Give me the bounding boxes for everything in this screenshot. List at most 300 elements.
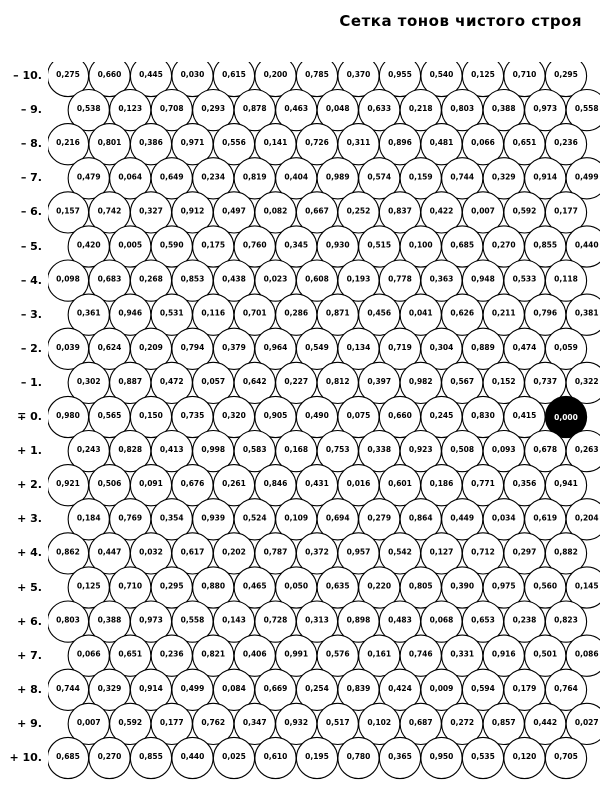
tone-value: 0,356 [512, 479, 537, 489]
tone-value: 0,501 [533, 649, 558, 659]
tone-value: 0,649 [159, 172, 184, 182]
tone-value: 0,685 [56, 752, 80, 761]
row-label: ∓ 0. [17, 410, 42, 423]
tone-value: 0,617 [180, 547, 205, 557]
tone-cell [172, 737, 213, 778]
tone-value: 0,424 [388, 683, 412, 693]
tone-value: 0,669 [263, 683, 288, 693]
tone-grid [48, 62, 600, 792]
tone-value: 0,839 [346, 683, 371, 693]
tone-value: 0,479 [76, 172, 101, 182]
tone-value: 0,157 [56, 206, 80, 216]
tone-value: 0,007 [471, 206, 495, 216]
row-label: – 7. [20, 171, 42, 185]
tone-value: 0,533 [512, 274, 537, 284]
tone-value: 0,270 [97, 752, 122, 761]
tone-value: 0,057 [201, 376, 226, 386]
tone-value: 0,531 [159, 308, 184, 318]
tone-value: 0,946 [118, 308, 143, 318]
tone-value: 0,254 [305, 683, 329, 693]
tone-value: 0,431 [305, 479, 329, 489]
tone-value: 0,474 [512, 342, 537, 352]
tone-value: 0,218 [408, 104, 433, 114]
tone-value: 0,370 [346, 70, 371, 79]
tone-value: 0,975 [491, 581, 516, 591]
tone-value: 0,268 [139, 274, 163, 284]
tone-value: 0,871 [325, 308, 350, 318]
tone-value: 0,633 [367, 104, 392, 114]
tone-value: 0,764 [554, 683, 578, 693]
tone-value: 0,535 [471, 752, 495, 761]
tone-value: 0,853 [180, 274, 205, 284]
tone-value: 0,304 [429, 342, 454, 352]
tone-value: 0,864 [408, 513, 433, 523]
tone-value: 0,878 [242, 104, 267, 114]
tone-value: 0,576 [325, 649, 350, 659]
tone-value: 0,912 [180, 206, 205, 216]
tone-value: 0,234 [201, 172, 226, 182]
tone-value: 0,914 [533, 172, 558, 182]
tone-value: 0,823 [554, 615, 578, 625]
tone-value: 0,914 [139, 683, 163, 693]
tone-cell [421, 737, 462, 778]
tone-value: 0,778 [388, 274, 412, 284]
tone-value: 0,023 [263, 274, 288, 284]
tone-value: 0,898 [346, 615, 371, 625]
tone-value: 0,744 [450, 172, 475, 182]
tone-value: 0,186 [429, 479, 454, 489]
tone-value: 0,830 [471, 411, 495, 420]
tone-value: 0,653 [471, 615, 495, 625]
tone-value: 0,771 [471, 479, 495, 489]
tone-value: 0,517 [325, 717, 350, 727]
tone-value: 0,295 [554, 70, 578, 79]
tone-cell [379, 737, 420, 778]
tone-value: 0,150 [139, 411, 163, 420]
tone-value: 0,594 [471, 683, 495, 693]
tone-value: 0,973 [533, 104, 558, 114]
tone-value: 0,177 [159, 717, 184, 727]
tone-value: 0,812 [325, 376, 350, 386]
row-label: + 5. [17, 580, 42, 594]
tone-value: 0,143 [222, 615, 246, 625]
tone-value: 0,447 [97, 547, 122, 557]
tone-value: 0,880 [201, 581, 226, 591]
tone-value: 0,708 [159, 104, 184, 114]
tone-value: 0,769 [118, 513, 143, 523]
tone-value: 0,889 [471, 342, 495, 352]
tone-value: 0,567 [450, 376, 475, 386]
tone-value: 0,098 [56, 274, 80, 284]
tone-value: 0,009 [429, 683, 454, 693]
tone-value: 0,032 [139, 547, 163, 557]
tone-value: 0,449 [450, 513, 475, 523]
tone-value: 0,084 [222, 683, 246, 693]
tone-value: 0,930 [325, 240, 350, 250]
tone-value: 0,195 [305, 752, 329, 761]
tone-value: 0,705 [554, 752, 578, 761]
tone-value: 0,948 [471, 274, 495, 284]
tone-value: 0,179 [512, 683, 537, 693]
tone-value: 0,887 [118, 376, 143, 386]
tone-value: 0,719 [388, 342, 412, 352]
tone-value: 0,678 [533, 445, 558, 455]
tone-value: 0,438 [222, 274, 246, 284]
tone-value: 0,184 [76, 513, 101, 523]
tone-value: 0,660 [388, 411, 412, 420]
tone-value: 0,193 [346, 274, 371, 284]
tone-value: 0,175 [201, 240, 226, 250]
tone-value: 0,141 [263, 138, 288, 148]
tone-value: 0,667 [305, 206, 329, 216]
tone-value: 0,000 [554, 413, 578, 422]
tone-cell [48, 737, 89, 778]
tone-value: 0,506 [97, 479, 122, 489]
row-label: + 6. [17, 614, 42, 628]
tone-cell [89, 737, 130, 778]
tone-value: 0,227 [284, 376, 309, 386]
tone-value: 0,331 [450, 649, 475, 659]
tone-value: 0,204 [574, 513, 599, 523]
row-label: – 3. [20, 307, 42, 321]
tone-value: 0,735 [180, 411, 205, 420]
tone-value: 0,100 [408, 240, 433, 250]
tone-value: 0,855 [139, 752, 163, 761]
tone-value: 0,549 [305, 342, 329, 352]
tone-value: 0,365 [388, 752, 412, 761]
tone-value: 0,742 [97, 206, 122, 216]
tone-value: 0,016 [346, 479, 371, 489]
tone-value: 0,027 [574, 717, 599, 727]
tone-value: 0,202 [222, 547, 246, 557]
tone-value: 0,275 [56, 70, 80, 79]
tone-value: 0,200 [263, 70, 288, 79]
tone-value: 0,118 [554, 274, 578, 284]
tone-value: 0,116 [201, 308, 226, 318]
tone-value: 0,354 [159, 513, 184, 523]
tone-value: 0,991 [284, 649, 309, 659]
tone-cell [255, 737, 296, 778]
tone-value: 0,005 [118, 240, 143, 250]
tone-value: 0,413 [159, 445, 184, 455]
tone-value: 0,456 [367, 308, 392, 318]
tone-value: 0,828 [118, 445, 143, 455]
tone-value: 0,635 [325, 581, 350, 591]
tone-value: 0,728 [263, 615, 288, 625]
row-label: + 7. [17, 648, 42, 662]
tone-value: 0,916 [491, 649, 516, 659]
tone-value: 0,086 [574, 649, 599, 659]
tone-value: 0,041 [408, 308, 433, 318]
tone-value: 0,386 [139, 138, 163, 148]
tone-value: 0,220 [367, 581, 392, 591]
tone-value: 0,261 [222, 479, 246, 489]
tone-value: 0,311 [346, 138, 371, 148]
tone-value: 0,676 [180, 479, 205, 489]
row-label: – 1. [20, 375, 42, 389]
tone-value: 0,483 [388, 615, 412, 625]
tone-value: 0,939 [201, 513, 226, 523]
tone-value: 0,472 [159, 376, 184, 386]
tone-value: 0,372 [305, 547, 329, 557]
tone-value: 0,082 [263, 206, 288, 216]
tone-value: 0,710 [512, 70, 537, 79]
tone-value: 0,821 [201, 649, 226, 659]
tone-value: 0,574 [367, 172, 392, 182]
tone-value: 0,651 [512, 138, 537, 148]
tone-value: 0,420 [76, 240, 101, 250]
row-label: – 8. [20, 137, 42, 151]
tone-value: 0,785 [305, 70, 329, 79]
tone-value: 0,145 [574, 581, 599, 591]
row-label: – 9. [20, 103, 42, 117]
tone-value: 0,297 [512, 547, 537, 557]
tone-value: 0,565 [97, 411, 122, 420]
tone-value: 0,120 [512, 752, 537, 761]
tone-value: 0,651 [118, 649, 143, 659]
tone-value: 0,660 [97, 70, 122, 79]
tone-value: 0,538 [76, 104, 101, 114]
tone-value: 0,560 [533, 581, 558, 591]
tone-cell [338, 737, 379, 778]
tone-value: 0,905 [263, 411, 288, 420]
tone-value: 0,998 [201, 445, 226, 455]
tone-value: 0,989 [325, 172, 350, 182]
tone-value: 0,694 [325, 513, 350, 523]
tone-value: 0,075 [346, 411, 371, 420]
tone-value: 0,753 [325, 445, 350, 455]
tone-value: 0,320 [222, 411, 246, 420]
tone-value: 0,941 [554, 479, 578, 489]
tone-value: 0,973 [139, 615, 163, 625]
tone-value: 0,379 [222, 342, 246, 352]
tone-value: 0,558 [180, 615, 205, 625]
tone-value: 0,683 [97, 274, 122, 284]
tone-value: 0,404 [284, 172, 309, 182]
tone-value: 0,050 [284, 581, 309, 591]
tone-cell [504, 737, 545, 778]
tone-value: 0,780 [346, 752, 371, 761]
tone-value: 0,279 [367, 513, 392, 523]
tone-value: 0,955 [388, 70, 412, 79]
row-label: – 2. [20, 341, 42, 355]
tone-value: 0,338 [367, 445, 392, 455]
tone-cell [545, 737, 586, 778]
tone-value: 0,556 [222, 138, 246, 148]
tone-cell [130, 737, 171, 778]
tone-value: 0,161 [367, 649, 392, 659]
tone-value: 0,177 [554, 206, 578, 216]
tone-value: 0,624 [97, 342, 122, 352]
tone-value: 0,803 [450, 104, 475, 114]
tone-value: 0,896 [388, 138, 412, 148]
tone-value: 0,440 [574, 240, 599, 250]
tone-value: 0,524 [242, 513, 267, 523]
row-label: – 10. [13, 69, 42, 82]
tone-value: 0,093 [491, 445, 516, 455]
row-label: + 2. [17, 478, 42, 492]
tone-value: 0,712 [471, 547, 495, 557]
tone-value: 0,025 [222, 752, 246, 761]
tone-value: 0,125 [471, 70, 495, 79]
tone-value: 0,744 [56, 683, 80, 693]
tone-value: 0,245 [429, 411, 454, 420]
tone-value: 0,327 [139, 206, 163, 216]
tone-value: 0,388 [97, 615, 122, 625]
tone-value: 0,540 [429, 70, 454, 79]
tone-value: 0,209 [139, 342, 163, 352]
tone-value: 0,497 [222, 206, 246, 216]
tone-value: 0,243 [76, 445, 101, 455]
tone-value: 0,422 [429, 206, 454, 216]
tone-value: 0,159 [408, 172, 433, 182]
tone-value: 0,345 [284, 240, 309, 250]
tone-value: 0,515 [367, 240, 392, 250]
tone-value: 0,685 [450, 240, 475, 250]
row-label: + 3. [17, 512, 42, 526]
row-label: + 9. [17, 716, 42, 730]
tone-value: 0,216 [56, 138, 80, 148]
tone-value: 0,760 [242, 240, 267, 250]
tone-value: 0,710 [118, 581, 143, 591]
row-label: + 8. [17, 682, 42, 696]
tone-value: 0,030 [180, 70, 205, 79]
tone-value: 0,322 [574, 376, 599, 386]
tone-value: 0,066 [471, 138, 495, 148]
tone-value: 0,862 [56, 547, 80, 557]
tone-value: 0,982 [408, 376, 433, 386]
tone-value: 0,102 [367, 717, 392, 727]
tone-value: 0,236 [159, 649, 184, 659]
tone-value: 0,329 [97, 683, 122, 693]
tone-value: 0,313 [305, 615, 329, 625]
row-label: – 6. [20, 205, 42, 219]
tone-value: 0,819 [242, 172, 267, 182]
tone-value: 0,805 [408, 581, 433, 591]
tone-value: 0,465 [242, 581, 267, 591]
tone-cell [296, 737, 337, 778]
tone-value: 0,381 [574, 308, 599, 318]
tone-value: 0,626 [450, 308, 475, 318]
tone-value: 0,068 [429, 615, 454, 625]
tone-value: 0,980 [56, 411, 80, 420]
tone-value: 0,592 [118, 717, 143, 727]
tone-value: 0,059 [554, 342, 578, 352]
tone-value: 0,211 [491, 308, 516, 318]
tone-value: 0,882 [554, 547, 578, 557]
tone-value: 0,794 [180, 342, 205, 352]
tone-cell [462, 737, 503, 778]
tone-value: 0,397 [367, 376, 392, 386]
tone-value: 0,039 [56, 342, 80, 352]
tone-value: 0,445 [139, 70, 163, 79]
tone-value: 0,238 [512, 615, 537, 625]
tone-value: 0,490 [305, 411, 329, 420]
tone-value: 0,803 [56, 615, 80, 625]
tone-value: 0,091 [139, 479, 163, 489]
tone-value: 0,801 [97, 138, 122, 148]
tone-value: 0,034 [491, 513, 516, 523]
tone-value: 0,363 [429, 274, 454, 284]
tone-value: 0,499 [180, 683, 205, 693]
tone-value: 0,592 [512, 206, 537, 216]
tone-value: 0,302 [76, 376, 101, 386]
tone-value: 0,295 [159, 581, 184, 591]
tone-value: 0,542 [388, 547, 412, 557]
tone-value: 0,390 [450, 581, 475, 591]
tone-value: 0,642 [242, 376, 267, 386]
tone-value: 0,857 [491, 717, 516, 727]
tone-value: 0,726 [305, 138, 329, 148]
page-title: Сетка тонов чистого строя [339, 12, 582, 30]
tone-value: 0,286 [284, 308, 309, 318]
tone-value: 0,066 [76, 649, 101, 659]
tone-value: 0,463 [284, 104, 309, 114]
tone-value: 0,168 [284, 445, 309, 455]
tone-value: 0,109 [284, 513, 309, 523]
tone-value: 0,921 [56, 479, 80, 489]
tone-value: 0,855 [533, 240, 558, 250]
tone-value: 0,123 [118, 104, 143, 114]
tone-value: 0,737 [533, 376, 558, 386]
tone-value: 0,252 [346, 206, 371, 216]
tone-value: 0,762 [201, 717, 226, 727]
tone-value: 0,329 [491, 172, 516, 182]
tone-value: 0,152 [491, 376, 516, 386]
tone-value: 0,610 [263, 752, 288, 761]
tone-value: 0,236 [554, 138, 578, 148]
tone-value: 0,590 [159, 240, 184, 250]
row-label: + 1. [17, 444, 42, 458]
tone-grid-svg [48, 62, 600, 792]
tone-value: 0,064 [118, 172, 143, 182]
tone-value: 0,796 [533, 308, 558, 318]
tone-value: 0,508 [450, 445, 475, 455]
tone-value: 0,950 [429, 752, 454, 761]
tone-value: 0,125 [76, 581, 101, 591]
tone-value: 0,558 [574, 104, 599, 114]
tone-value: 0,846 [263, 479, 288, 489]
tone-value: 0,361 [76, 308, 101, 318]
tone-value: 0,787 [263, 547, 288, 557]
tone-value: 0,272 [450, 717, 475, 727]
tone-value: 0,127 [429, 547, 454, 557]
tone-value: 0,923 [408, 445, 433, 455]
tone-value: 0,388 [491, 104, 516, 114]
tone-value: 0,415 [512, 411, 537, 420]
tone-value: 0,048 [325, 104, 350, 114]
tone-value: 0,932 [284, 717, 309, 727]
tone-value: 0,293 [201, 104, 226, 114]
tone-value: 0,406 [242, 649, 267, 659]
tone-value: 0,440 [180, 752, 205, 761]
row-label: + 10. [9, 751, 42, 764]
tone-value: 0,608 [305, 274, 329, 284]
tone-value: 0,601 [388, 479, 412, 489]
tone-cell [213, 737, 254, 778]
tone-value: 0,481 [429, 138, 454, 148]
tone-value: 0,615 [222, 70, 246, 79]
tone-value: 0,687 [408, 717, 433, 727]
tone-value: 0,837 [388, 206, 412, 216]
tone-value: 0,270 [491, 240, 516, 250]
tone-value: 0,583 [242, 445, 267, 455]
tone-value: 0,964 [263, 342, 288, 352]
row-label: + 4. [17, 546, 42, 560]
tone-value: 0,007 [76, 717, 101, 727]
row-label: – 5. [20, 239, 42, 253]
tone-value: 0,957 [346, 547, 371, 557]
